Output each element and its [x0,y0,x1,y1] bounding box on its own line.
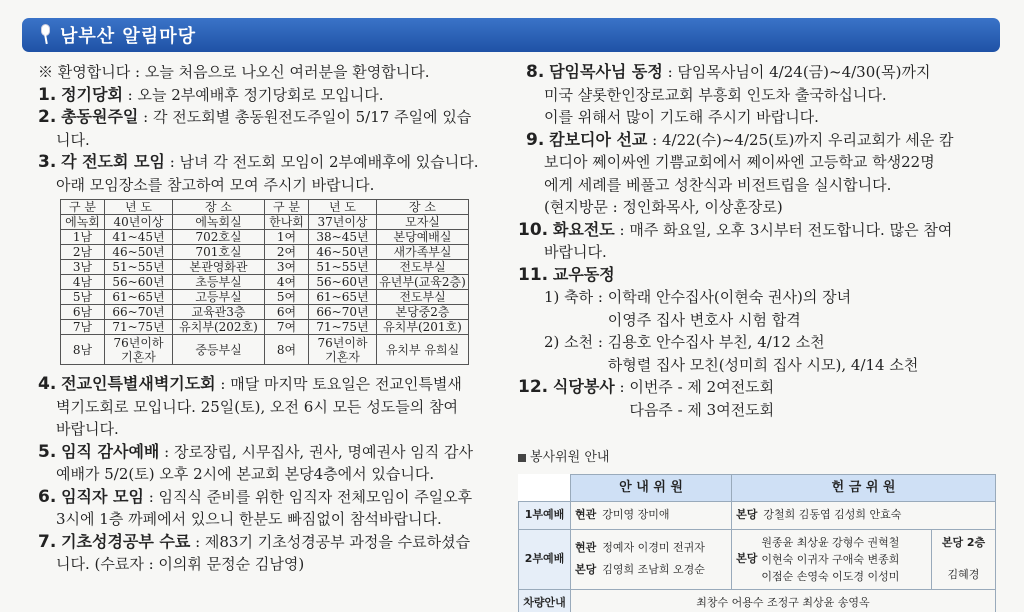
service-section-title [518,447,988,470]
table-cell: 유치부(201호) [377,320,469,335]
item-text: : 4/22(수)~4/25(토)까지 우리교회가 세운 캄 [647,130,954,149]
table-row [61,245,469,260]
table-cell: 6여 [265,305,309,320]
service-table [518,474,996,612]
table-row [519,589,996,612]
column-header: 년 도 [309,200,377,215]
item-number: 9. [526,129,545,150]
square-bullet-icon [518,454,526,462]
table-cell: 7남 [61,320,105,335]
column-header: 안 내 위 원 [571,474,732,502]
item-text-cont: 니다. (수료자 : 이의휘 문정순 김남영) [56,555,305,573]
item-heading: 정기당회 [61,84,123,104]
table-cell: 40년이상 [105,215,173,230]
item-text-cont: (현지방문 : 정인화목사, 이상훈장로) [544,198,783,216]
page-title: 남부산 알림마당 [60,26,196,47]
column-header: 장 소 [377,200,469,215]
reference-mark: ※ [38,63,54,81]
table-cell: 46~50년 [105,245,173,260]
microphone-icon [36,24,54,46]
table-header-row [61,200,469,215]
table-cell: 701호실 [173,245,265,260]
table-cell: 56~60년 [105,275,173,290]
item-text-cont: 에게 세례를 베풀고 성찬식과 비전트립을 실시합니다. [544,175,892,194]
item-text-cont: 이를 위해서 많이 기도해 주시기 바랍니다. [544,108,819,126]
table-cell: 고등부실 [173,290,265,305]
left-column [22,61,492,576]
table-row [61,335,469,365]
table-cell: 3여 [265,260,309,275]
item-text: : 각 전도회별 총동원전도주일이 5/17 주일에 있습 [138,108,472,126]
item-text-cont: 아래 모임장소를 참고하여 모여 주시기 바랍니다. [56,175,375,194]
table-cell: 교육관3층 [173,305,265,320]
item-number: 12. [518,377,549,397]
table-row [61,230,469,245]
row-label: 차량안내 [519,589,571,612]
sub-label: 1) 축하 : [544,288,608,306]
item-text-cont: 보디아 쩨이싸엔 기쁨교회에서 쩨이싸엔 고등학교 학생22명 [544,153,935,171]
column-header: 장 소 [173,200,265,215]
sub-text: 이학래 안수집사(이현숙 권사)의 장녀 [607,288,852,306]
row-label: 1부예배 [519,502,571,530]
item-text-cont: 예배가 5/2(토) 오후 2시에 본교회 본당4층에서 있습니다. [56,465,435,483]
item-text-cont: 3시에 1층 까페에서 있으니 한분도 빠짐없이 참석바랍니다. [56,510,442,528]
item-text-cont: 미국 샬롯한인장로교회 부흥회 인도차 출국하십니다. [544,85,887,104]
item-number: 7. [38,531,57,552]
item-heading: 캄보디아 선교 [549,129,648,149]
table-cell: 702호실 [173,230,265,245]
column-header: 구 분 [265,200,309,215]
table-cell: 중등부실 [173,335,265,365]
item-heading: 임직 감사예배 [61,441,160,461]
table-cell: 본당 강철희 김동엽 김성희 안효숙 [732,502,996,530]
item-heading: 각 전도회 모임 [61,152,165,171]
table-cell: 8남 [61,335,105,365]
table-cell: 56~60년 [309,275,377,290]
table-cell: 현관 강미영 장미애 [571,502,732,530]
table-cell: 38~45년 [309,230,377,245]
notice-item-8 [518,61,988,129]
header-banner [22,18,1000,52]
welcome-text: 환영합니다 : 오늘 처음으로 나오신 여러분을 환영합니다. [57,63,430,81]
table-cell: 5남 [61,290,105,305]
table-cell: 새가족부실 [377,245,469,260]
table-cell: 유년부(교육2층) [377,275,469,290]
table-cell: 71~75년 [309,320,377,335]
sub-label: 2) 소천 : [544,333,608,351]
table-cell: 5여 [265,290,309,305]
item-text: : 임직식 준비를 위한 임직자 전체모임이 주일오후 [143,487,473,506]
table-cell: 1여 [265,230,309,245]
section-title-text: 봉사위원 안내 [530,450,610,465]
table-cell: 71~75년 [105,320,173,335]
table-cell: 66~70년 [105,305,173,320]
table-cell: 에녹회 [61,215,105,230]
item-text-cont: 바랍니다. [544,243,607,261]
notice-item-2 [22,106,492,151]
table-cell: 본당 원종윤 최상윤 강형수 권혁철 이현숙 이귀자 구애숙 변종희 이점순 손영숙 이도경 이성미 [732,529,932,589]
table-cell: 초등부실 [173,275,265,290]
item-heading: 식당봉사 [552,377,615,396]
item-text: : 매주 화요일, 오후 3시부터 전도합니다. 많은 참여 [614,220,953,239]
table-cell: 61~65년 [105,290,173,305]
table-cell: 76년이하 기혼자 [309,335,377,365]
column-header: 년 도 [105,200,173,215]
table-row [519,529,996,589]
table-cell: 본당예배실 [377,230,469,245]
table-cell: 모자실 [377,215,469,230]
table-row [61,320,469,335]
table-cell: 46~50년 [309,245,377,260]
item-text: : 남녀 각 전도회 모임이 2부예배후에 있습니다. [164,153,479,171]
table-cell: 본관영화관 [173,260,265,275]
item-number: 1. [38,84,57,105]
notice-item-12 [518,376,988,421]
item-text: : [614,378,630,396]
item-text-cont: 니다. [56,130,90,149]
notice-item-6 [22,486,492,531]
sub-text: 하형렬 집사 모친(성미희 집사 시모), 4/14 소천 [607,355,919,374]
table-cell: 유치부(202호) [173,320,265,335]
table-cell: 전도부실 [377,260,469,275]
table-cell: 유치부 유희실 [377,335,469,365]
item-heading: 교우동정 [552,264,615,284]
column-header: 헌 금 위 원 [732,474,996,502]
table-cell: 7여 [265,320,309,335]
table-cell: 61~65년 [309,290,377,305]
table-row [61,215,469,230]
item-number: 11. [518,264,549,285]
item-text: : 장로장립, 시무집사, 권사, 명예권사 임직 감사 [159,442,473,461]
table-cell: 41~45년 [105,230,173,245]
table-cell: 최창수 어용수 조정구 최상윤 송영옥 [571,589,996,612]
table-cell: 8여 [265,335,309,365]
item-heading: 화요전도 [552,219,615,239]
table-cell: 66~70년 [309,305,377,320]
item-number: 10. [518,219,549,240]
table-cell: 76년이하 기혼자 [105,335,173,365]
table-cell: 4남 [61,275,105,290]
table-row [61,275,469,290]
table-cell: 에녹회실 [173,215,265,230]
notice-item-7 [22,531,492,576]
sub-text: 이영주 집사 변호사 시험 합격 [607,310,801,329]
item-number: 4. [38,374,57,394]
item-number: 6. [38,486,57,507]
table-row [519,502,996,530]
item-number: 8. [526,62,545,82]
item-text: 다음주 - 제 3여전도회 [629,400,775,419]
table-cell: 51~55년 [309,260,377,275]
table-row [61,290,469,305]
table-cell: 전도부실 [377,290,469,305]
table-cell: 4여 [265,275,309,290]
table-cell: 한나회 [265,215,309,230]
sub-text: 김용호 안수집사 부친, 4/12 소천 [607,333,825,351]
right-column [518,61,988,612]
table-cell: 2여 [265,245,309,260]
table-cell: 현관 정예자 이경미 전귀자 본당 김영희 조남희 오경순 [571,529,732,589]
meeting-place-table [60,199,469,365]
column-header: 구 분 [61,200,105,215]
notice-item-10 [518,219,988,264]
item-heading: 임직자 모임 [61,486,144,506]
item-text: : 매달 마지막 토요일은 전교인특별새 [215,375,462,393]
welcome-line [22,61,492,84]
table-row [61,260,469,275]
table-cell: 본당 2층 김혜경 [932,529,996,589]
item-number: 2. [38,107,57,127]
table-cell: 6남 [61,305,105,320]
item-heading: 총동원주일 [61,107,139,126]
row-label: 2부예배 [519,529,571,589]
item-heading: 담임목사님 동정 [549,62,663,81]
notice-item-9 [518,129,988,219]
table-cell: 37년이상 [309,215,377,230]
table-header-row [519,474,996,502]
table-cell: 1남 [61,230,105,245]
notice-item-4 [22,373,492,441]
item-number: 3. [38,152,57,172]
table-cell: 51~55년 [105,260,173,275]
table-row [61,305,469,320]
item-text: : 제83기 기초성경공부 과정을 수료하셨습 [190,532,471,551]
item-text: 이번주 - 제 2여전도회 [629,378,775,396]
notice-item-11 [518,264,988,377]
notice-item-3 [22,151,492,196]
item-text-cont: 벽기도회로 모입니다. 25일(토), 오전 6시 모든 성도들의 참여 [56,397,459,416]
notice-item-5 [22,441,492,486]
table-cell: 본당중2층 [377,305,469,320]
item-text-cont: 바랍니다. [56,420,119,438]
notice-item-1 [22,84,492,107]
table-cell: 2남 [61,245,105,260]
item-heading: 전교인특별새벽기도회 [61,374,216,393]
item-number: 5. [38,441,57,462]
item-text: : 담임목사님이 4/24(금)~4/30(목)까지 [662,63,931,81]
table-cell: 3남 [61,260,105,275]
item-heading: 기초성경공부 수료 [61,531,191,551]
item-text: : 오늘 2부예배후 정기당회로 모입니다. [122,85,384,104]
